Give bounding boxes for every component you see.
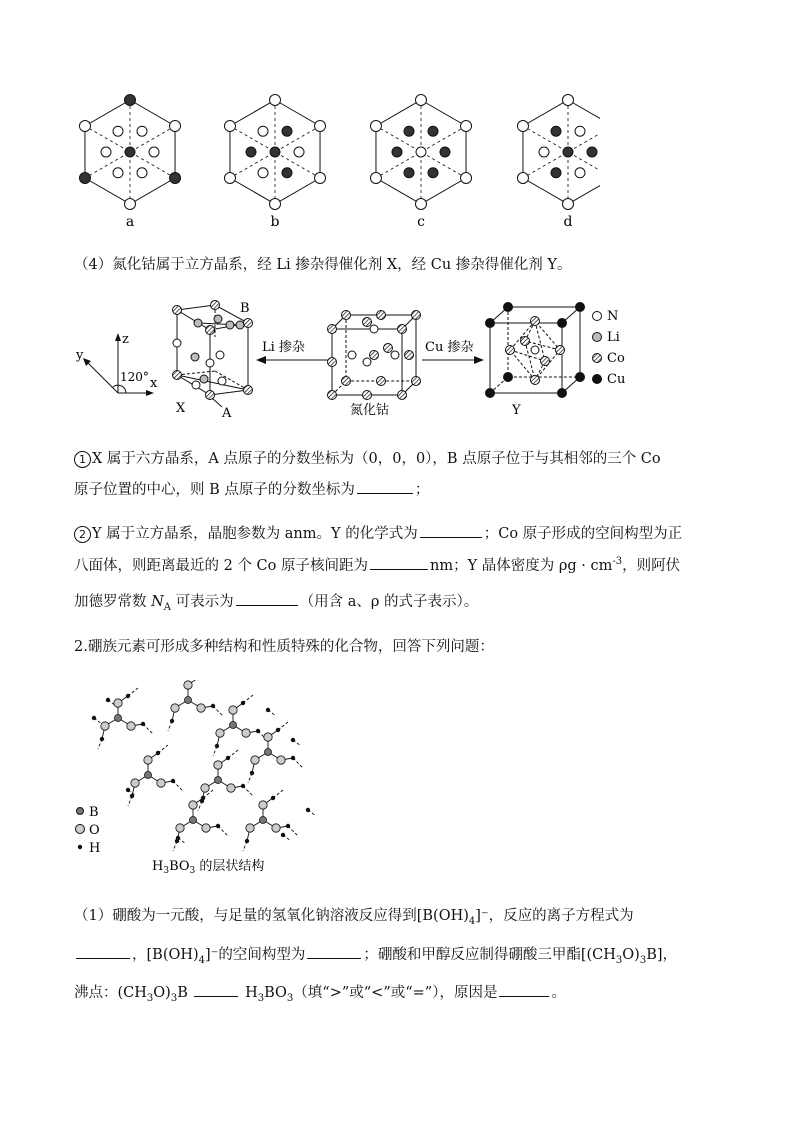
- q4-2-text5: ，则阿伏: [622, 558, 681, 574]
- q2-1-text9: H: [240, 985, 258, 1001]
- label-B: B: [240, 301, 250, 316]
- hex-label-c: c: [417, 214, 425, 230]
- angle-label: 120°: [120, 370, 149, 384]
- q4-1-text1: X 属于六方晶系，A 点原子的分数坐标为（0，0，0），B 点原子位于与其相邻的三个 Co: [92, 451, 661, 467]
- answer-blank-boiling-point[interactable]: [194, 982, 238, 997]
- question-4-intro: （4）氮化钴属于立方晶系，经 Li 掺杂得催化剂 X，经 Cu 掺杂得催化剂 Y。: [74, 257, 572, 273]
- question-4-1-line1: [74, 449, 661, 469]
- q2-1-sub2: 3: [170, 992, 178, 1004]
- legend-Co: Co: [607, 351, 625, 366]
- question-2-1-line2: [74, 944, 677, 965]
- legend-B: B: [89, 805, 99, 820]
- axis-y-label: y: [76, 348, 84, 363]
- q2-1-ester: [(CH: [580, 947, 616, 963]
- q4-2-text3: 八面体，则距离最近的 2 个 Co 原子核间距为: [74, 558, 368, 574]
- hexagon-c: [370, 95, 471, 210]
- q2-1-ester-sub1: 3: [615, 954, 623, 966]
- cell-X: [177, 305, 248, 395]
- question-2-1-line1: [74, 906, 634, 926]
- answer-blank-ionic-equation[interactable]: [76, 944, 130, 959]
- question-4-2-line3: [74, 591, 478, 612]
- q2-1-ion1: [B(OH): [416, 908, 469, 924]
- axis-x-label: x: [150, 376, 158, 391]
- answer-blank-geometry[interactable]: [307, 944, 361, 959]
- answer-blank-reason[interactable]: [499, 982, 549, 997]
- crystal-cells-figure: [70, 295, 660, 425]
- axis-z-label: z: [122, 332, 129, 347]
- boric-acid-layer-figure: [68, 680, 348, 880]
- center-caption: 氮化钴: [350, 403, 390, 418]
- answer-blank-B-coords[interactable]: [357, 479, 413, 494]
- q2-1-text7: 沸点：(CH: [74, 985, 147, 1001]
- label-A: A: [222, 406, 232, 421]
- q4-2-sup: -3: [612, 556, 623, 568]
- q2-1-sub1: 3: [146, 992, 154, 1004]
- q4-2-text1: Y 属于立方晶系，晶胞参数为 anm。Y 的化学式为: [92, 526, 418, 542]
- q2-1-text10: BO: [264, 985, 287, 1001]
- q2-1-mid: O): [153, 985, 171, 1001]
- arrow-li-label: Li 掺杂: [262, 340, 305, 355]
- q2-1-ion2-sub: 4: [198, 954, 206, 966]
- q4-2-text4: nm；Y 晶体密度为 ρg · cm: [430, 558, 613, 574]
- circle-number-2: 2: [74, 526, 91, 543]
- q4-2-text8: （用含 a、ρ 的式子表示）。: [299, 594, 479, 610]
- circle-number-1: 1: [74, 451, 91, 468]
- q4-1-text2: 原子位置的中心，则 B 点原子的分数坐标为: [74, 482, 355, 498]
- q2-1-ester-mid: O): [622, 947, 640, 963]
- q2-1-text6: ，: [662, 947, 678, 963]
- q2-1-text2: ，反应的离子方程式为: [488, 908, 634, 924]
- hexagon-a: [79, 95, 180, 210]
- answer-blank-formula[interactable]: [420, 523, 482, 538]
- q2-1-text3: ，: [132, 947, 147, 963]
- legend-Li: Li: [607, 330, 620, 345]
- q2-1-ion2-end: ]⁻: [205, 947, 219, 963]
- q2-1-sub3: 3: [257, 992, 265, 1004]
- hexagon-figures: [60, 92, 600, 232]
- legend-O: O: [89, 823, 100, 838]
- answer-blank-distance[interactable]: [370, 555, 428, 570]
- q2-1-sub4: 3: [286, 992, 294, 1004]
- hexagon-b: [224, 95, 325, 210]
- legend-Cu: Cu: [607, 372, 626, 387]
- legend-N: N: [607, 309, 619, 324]
- question-4-2-line2: [74, 555, 680, 576]
- label-Y: Y: [512, 403, 521, 418]
- q4-1-text3: ；: [414, 482, 430, 498]
- q2-1-text8: B: [177, 985, 193, 1001]
- question-2-1-line3: [74, 982, 566, 1003]
- hex-label-b: b: [270, 214, 280, 230]
- arrow-cu-label: Cu 掺杂: [425, 340, 474, 355]
- q2-1-text5: ；硼酸和甲醇反应制得硼酸三甲酯: [363, 947, 581, 963]
- q4-2-NA-N: N: [151, 594, 164, 610]
- hex-label-a: a: [125, 214, 135, 230]
- q4-2-NA-sub: A: [163, 601, 172, 613]
- q2-1-ester-sub2: 3: [639, 954, 647, 966]
- q4-2-text6: 加德罗常数: [74, 594, 152, 610]
- hex-label-d: d: [563, 214, 573, 230]
- q2-1-ester-end: B]: [646, 947, 663, 963]
- q2-1-text4: 的空间构型为: [218, 947, 306, 963]
- q2-1-ion2: [B(OH): [146, 947, 199, 963]
- q2-1-ion1-sub: 4: [468, 915, 476, 927]
- answer-blank-NA[interactable]: [236, 591, 298, 606]
- axes-diagram: [86, 337, 150, 393]
- legend-H: H: [89, 841, 101, 856]
- q4-2-text7: 可表示为: [171, 594, 234, 610]
- label-X: X: [176, 401, 186, 416]
- question-4-2-line1: [74, 523, 682, 544]
- hexagon-d: [517, 95, 600, 210]
- question-4-1-line2: [74, 479, 429, 500]
- legend-layer: [76, 808, 85, 850]
- q2-1-text11: （填“>”或“<”或“=”），原因是: [293, 985, 498, 1001]
- q4-2-text2: ；Co 原子形成的空间构型为正: [483, 526, 683, 542]
- legend-cells: [592, 312, 602, 385]
- q2-1-text1: （1）硼酸为一元酸，与足量的氢氧化钠溶液反应得到: [74, 908, 417, 924]
- question-2-title: 2.硼族元素可形成多种结构和性质特殊的化合物，回答下列问题：: [74, 639, 494, 655]
- q2-1-ion1-end: ]⁻: [475, 908, 489, 924]
- layer-caption: $H_3BO_3$ 的层状结构: [152, 859, 265, 876]
- q2-1-text12: 。: [551, 985, 566, 1001]
